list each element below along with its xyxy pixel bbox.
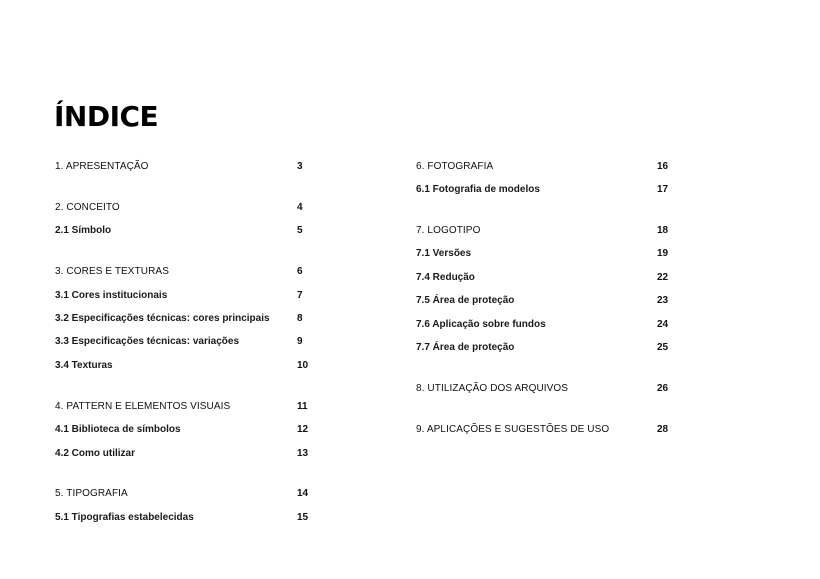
toc-entry-label: 4. PATTERN E ELEMENTOS VISUAIS — [55, 401, 231, 412]
toc-entry-label: 8. UTILIZAÇÃO DOS ARQUIVOS — [416, 383, 569, 394]
toc-entry-label: 6. FOTOGRAFIA — [416, 161, 494, 172]
toc-entry-page-number: 5 — [297, 225, 303, 236]
toc-entry-label: 4.1 Biblioteca de símbolos — [55, 424, 181, 435]
toc-entry-page-number: 15 — [297, 512, 309, 523]
toc-entry-page-number: 13 — [297, 448, 309, 459]
toc-entry-label: 2. CONCEITO — [55, 202, 120, 213]
toc-entry-label: 7.5 Área de proteção — [416, 295, 515, 306]
toc-entry-page-number: 4 — [297, 202, 303, 213]
toc-entry-page-number: 8 — [297, 313, 303, 324]
toc-entry-label: 3.2 Especificações técnicas: cores principais — [55, 313, 270, 324]
toc-entry-page-number: 19 — [657, 248, 669, 259]
toc-entry-page-number: 14 — [297, 488, 309, 499]
page-title: ÍNDICE — [54, 100, 159, 133]
toc-entry-label: 3.3 Especificações técnicas: variações — [55, 336, 240, 347]
toc-entry-page-number: 12 — [297, 424, 309, 435]
toc-entry-label: 3. CORES E TEXTURAS — [55, 266, 169, 277]
toc-entry-label: 7.1 Versões — [416, 248, 472, 259]
toc-entry-label: 7.4 Redução — [416, 272, 475, 283]
toc-entry-page-number: 3 — [297, 161, 303, 172]
toc-entry-label: 4.2 Como utilizar — [55, 448, 136, 459]
toc-entry-label: 2.1 Símbolo — [55, 225, 112, 236]
toc-entry-page-number: 9 — [297, 336, 303, 347]
toc-entry-label: 9. APLICAÇÕES E SUGESTÕES DE USO — [416, 424, 610, 435]
toc-entry-page-number: 7 — [297, 290, 303, 301]
toc-entry-label: 7. LOGOTIPO — [416, 225, 481, 236]
toc-entry-label: 7.6 Aplicação sobre fundos — [416, 319, 546, 330]
toc-entry-page-number: 17 — [657, 184, 669, 195]
toc-entry-label: 3.4 Texturas — [55, 360, 113, 371]
toc-entry-page-number: 16 — [657, 161, 669, 172]
toc-entry-label: 3.1 Cores institucionais — [55, 290, 168, 301]
toc-entry-page-number: 25 — [657, 342, 669, 353]
toc-entry-label: 5.1 Tipografias estabelecidas — [55, 512, 194, 523]
toc-entry-page-number: 11 — [297, 401, 308, 412]
toc-entry-page-number: 22 — [657, 272, 669, 283]
toc-entry-label: 1. APRESENTAÇÃO — [55, 161, 149, 172]
toc-entry-label: 6.1 Fotografia de modelos — [416, 184, 540, 195]
toc-entry-page-number: 18 — [657, 225, 669, 236]
toc-entry-page-number: 6 — [297, 266, 303, 277]
toc-entry-page-number: 24 — [657, 319, 669, 330]
toc-entry-page-number: 26 — [657, 383, 669, 394]
toc-entry-page-number: 10 — [297, 360, 309, 371]
toc-entry-page-number: 23 — [657, 295, 669, 306]
toc-entry-label: 5. TIPOGRAFIA — [55, 488, 128, 499]
toc-entry-label: 7.7 Área de proteção — [416, 342, 515, 353]
toc-entry-page-number: 28 — [657, 424, 669, 435]
